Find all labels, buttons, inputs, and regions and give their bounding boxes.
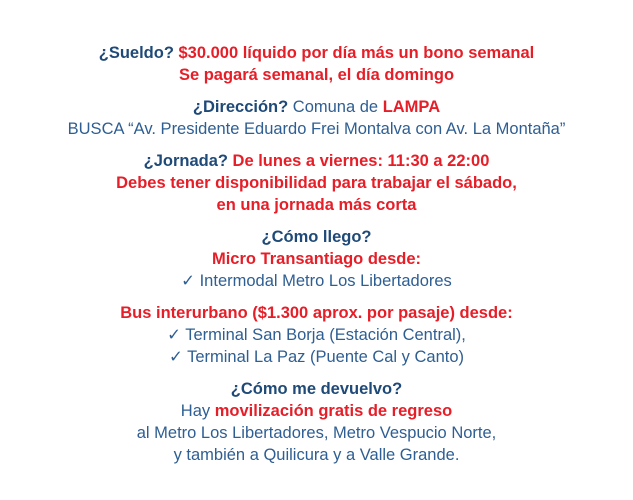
direccion-busca: BUSCA “Av. Presidente Eduardo Frei Montalva con Av. La Montaña”	[67, 120, 566, 138]
jornada-corta: en una jornada más corta	[216, 196, 417, 214]
checkmark-icon: ✓	[168, 348, 188, 366]
text-line	[0, 150, 633, 172]
section-bus-interurbano	[0, 302, 633, 368]
regreso-quilicura-line: y también a Quilicura y a Valle Grande.	[173, 446, 460, 464]
text-line	[0, 64, 633, 86]
text-line	[0, 248, 633, 270]
text-line	[0, 118, 633, 140]
text-line	[0, 270, 633, 292]
direccion-heading: ¿Dirección?	[192, 98, 293, 116]
text-line	[0, 324, 633, 346]
como-llego-heading: ¿Cómo llego?	[261, 228, 372, 246]
como-me-devuelvo-heading: ¿Cómo me devuelvo?	[230, 380, 403, 398]
text-line	[0, 96, 633, 118]
checkmark-icon: ✓	[181, 272, 200, 290]
jornada-horario: De lunes a viernes: 11:30 a 22:00	[232, 152, 490, 170]
text-line	[0, 422, 633, 444]
terminal-la-paz-item: Terminal La Paz (Puente Cal y Canto)	[187, 348, 465, 366]
text-line	[0, 400, 633, 422]
intermodal-item: Intermodal Metro Los Libertadores	[199, 272, 452, 290]
jornada-sabado: Debes tener disponibilidad para trabajar el sábado,	[116, 174, 517, 192]
section-como-me-devuelvo	[0, 378, 633, 466]
sueldo-payday: Se pagará semanal, el día domingo	[178, 66, 455, 84]
text-line	[0, 346, 633, 368]
text-line	[0, 302, 633, 324]
checkmark-icon: ✓	[167, 326, 186, 344]
text-line	[0, 194, 633, 216]
terminal-san-borja-item: Terminal San Borja (Estación Central),	[185, 326, 466, 344]
section-sueldo	[0, 42, 633, 86]
text-line	[0, 378, 633, 400]
direccion-comuna: Comuna de	[292, 98, 383, 116]
text-line	[0, 444, 633, 466]
direccion-lampa: LAMPA	[382, 98, 441, 116]
text-line	[0, 42, 633, 64]
regreso-metro-line: al Metro Los Libertadores, Metro Vespucio Norte,	[136, 424, 497, 442]
micro-transantiago-label: Micro Transantiago desde:	[211, 250, 422, 268]
sueldo-amount: $30.000 líquido por día más un bono semanal	[178, 44, 535, 62]
section-como-llego	[0, 226, 633, 292]
movilizacion-gratis-label: movilización gratis de regreso	[214, 402, 453, 420]
section-jornada	[0, 150, 633, 216]
text-line	[0, 226, 633, 248]
section-direccion	[0, 96, 633, 140]
bus-interurbano-label: Bus interurbano ($1.300 aprox. por pasaje) desde:	[120, 304, 513, 322]
text-line	[0, 172, 633, 194]
sueldo-heading: ¿Sueldo?	[98, 44, 179, 62]
hay-prefix: Hay	[180, 402, 215, 420]
jornada-heading: ¿Jornada?	[143, 152, 233, 170]
